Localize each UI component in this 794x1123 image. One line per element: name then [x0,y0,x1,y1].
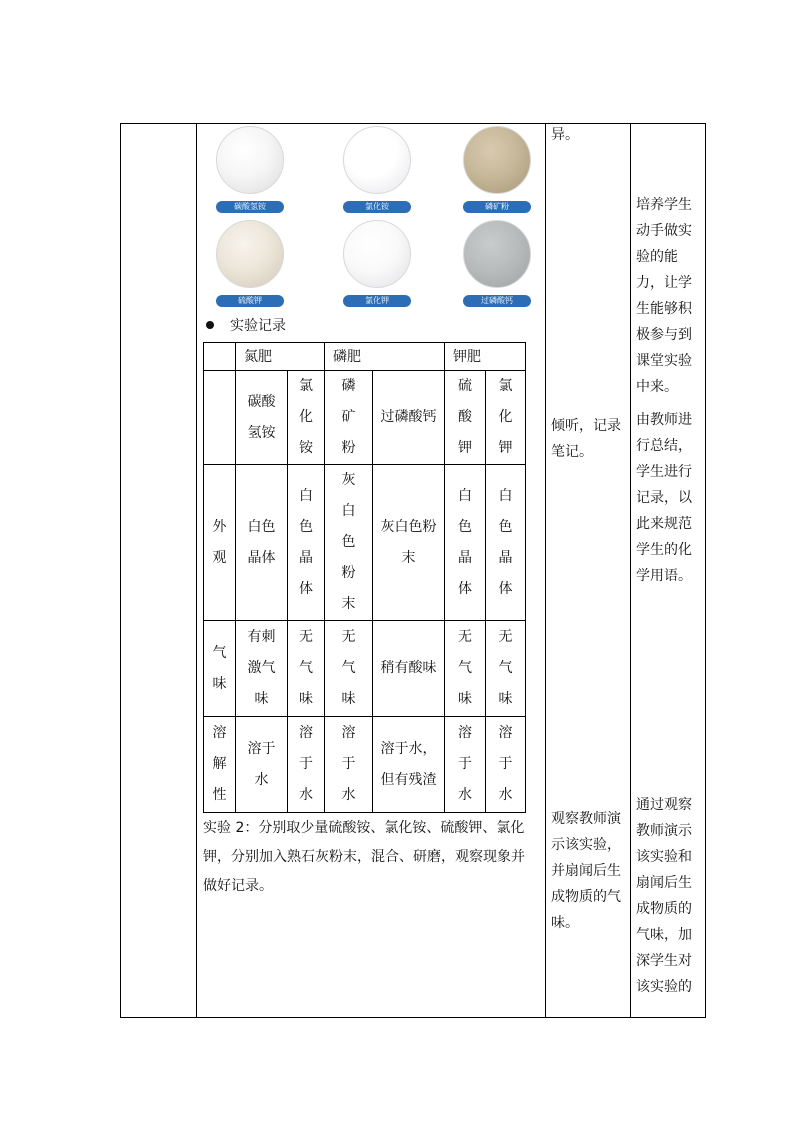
sample-4 [205,220,295,307]
sample-label: 氯化铵 [343,201,411,213]
table-cell: 无气味 [325,621,373,717]
design-intent-top: 培养学生动手做实验的能力，让学生能够积极参与到课堂实验中来。 [636,197,692,395]
sample-1 [205,126,295,213]
sample-3 [452,126,542,213]
sample-label: 硫酸钾 [216,295,284,307]
fertilizer-name: 氯化铵 [288,371,325,465]
fertilizer-name: 过磷酸钙 [373,371,445,465]
table-cell: 无气味 [445,621,486,717]
row-label: 气味 [204,621,236,717]
column-divider [196,124,197,1017]
fertilizer-name: 碳酸氢铵 [236,371,288,465]
table-cell: 溶于水 [325,717,373,813]
table-cell: 稍有酸味 [373,621,445,717]
fertilizer-name: 硫酸钾 [445,371,486,465]
table-cell: 无气味 [486,621,526,717]
fertilizer-name: 磷矿粉 [325,371,373,465]
record-heading [206,316,286,336]
sample-label: 碳酸氢铵 [216,201,284,213]
table-cell: 溶于水 [486,717,526,813]
sample-photo [463,220,531,288]
student-activity-bottom: 观察教师演示该实验，并扇闻后生成物质的气味。 [551,811,621,931]
group-header: 钾肥 [445,343,526,371]
table-row [204,343,526,371]
sample-photo [463,126,531,194]
group-header: 磷肥 [325,343,445,371]
table-cell: 灰白色粉末 [373,465,445,621]
table-cell: 溶于水，但有残渣 [373,717,445,813]
table-cell: 白色晶体 [236,465,288,621]
design-intent-mid: 由教师进行总结，学生进行记录，以此来规范学生的化学用语。 [636,412,692,584]
table-cell: 溶于水 [288,717,325,813]
table-row [204,465,526,621]
table-row [204,621,526,717]
row-label: 外观 [204,465,236,621]
column-divider [630,124,631,1017]
table-cell [204,371,236,465]
sample-photo [216,126,284,194]
sample-2 [332,126,422,213]
sample-photo [216,220,284,288]
fertilizer-name: 氯化钾 [486,371,526,465]
table-cell: 无气味 [288,621,325,717]
sample-photo [343,220,411,288]
fertilizer-samples [205,124,545,308]
sample-label: 氯化钾 [343,295,411,307]
table-cell: 溶于水 [236,717,288,813]
table-row [204,717,526,813]
record-title: 实验记录 [230,318,286,334]
table-cell: 灰白色粉末 [325,465,373,621]
sample-photo [343,126,411,194]
experiment-2-text: 实验 2：分别取少量硫酸铵、氯化铵、硫酸钾、氯化钾，分别加入熟石灰粉末，混合、研磨，观察现象并做好记录。 [203,820,525,894]
table-cell: 有刺激气味 [236,621,288,717]
table-row [204,371,526,465]
sample-5 [332,220,422,307]
table-cell: 白色晶体 [486,465,526,621]
column-divider [545,124,546,1017]
table-cell [204,343,236,371]
bullet-icon [206,321,214,329]
sample-label: 过磷酸钙 [463,295,531,307]
table-cell: 白色晶体 [288,465,325,621]
table-cell: 溶于水 [445,717,486,813]
student-activity-mid: 倾听，记录笔记。 [551,418,621,460]
table-cell: 白色晶体 [445,465,486,621]
group-header: 氮肥 [236,343,325,371]
student-activity-top: 异。 [551,127,579,143]
sample-label: 磷矿粉 [463,201,531,213]
row-label: 溶解性 [204,717,236,813]
experiment-record-table [203,342,526,813]
sample-6 [452,220,542,307]
design-intent-bottom: 通过观察教师演示该实验和扇闻后生成物质的气味，加深学生对该实验的 [636,797,692,995]
